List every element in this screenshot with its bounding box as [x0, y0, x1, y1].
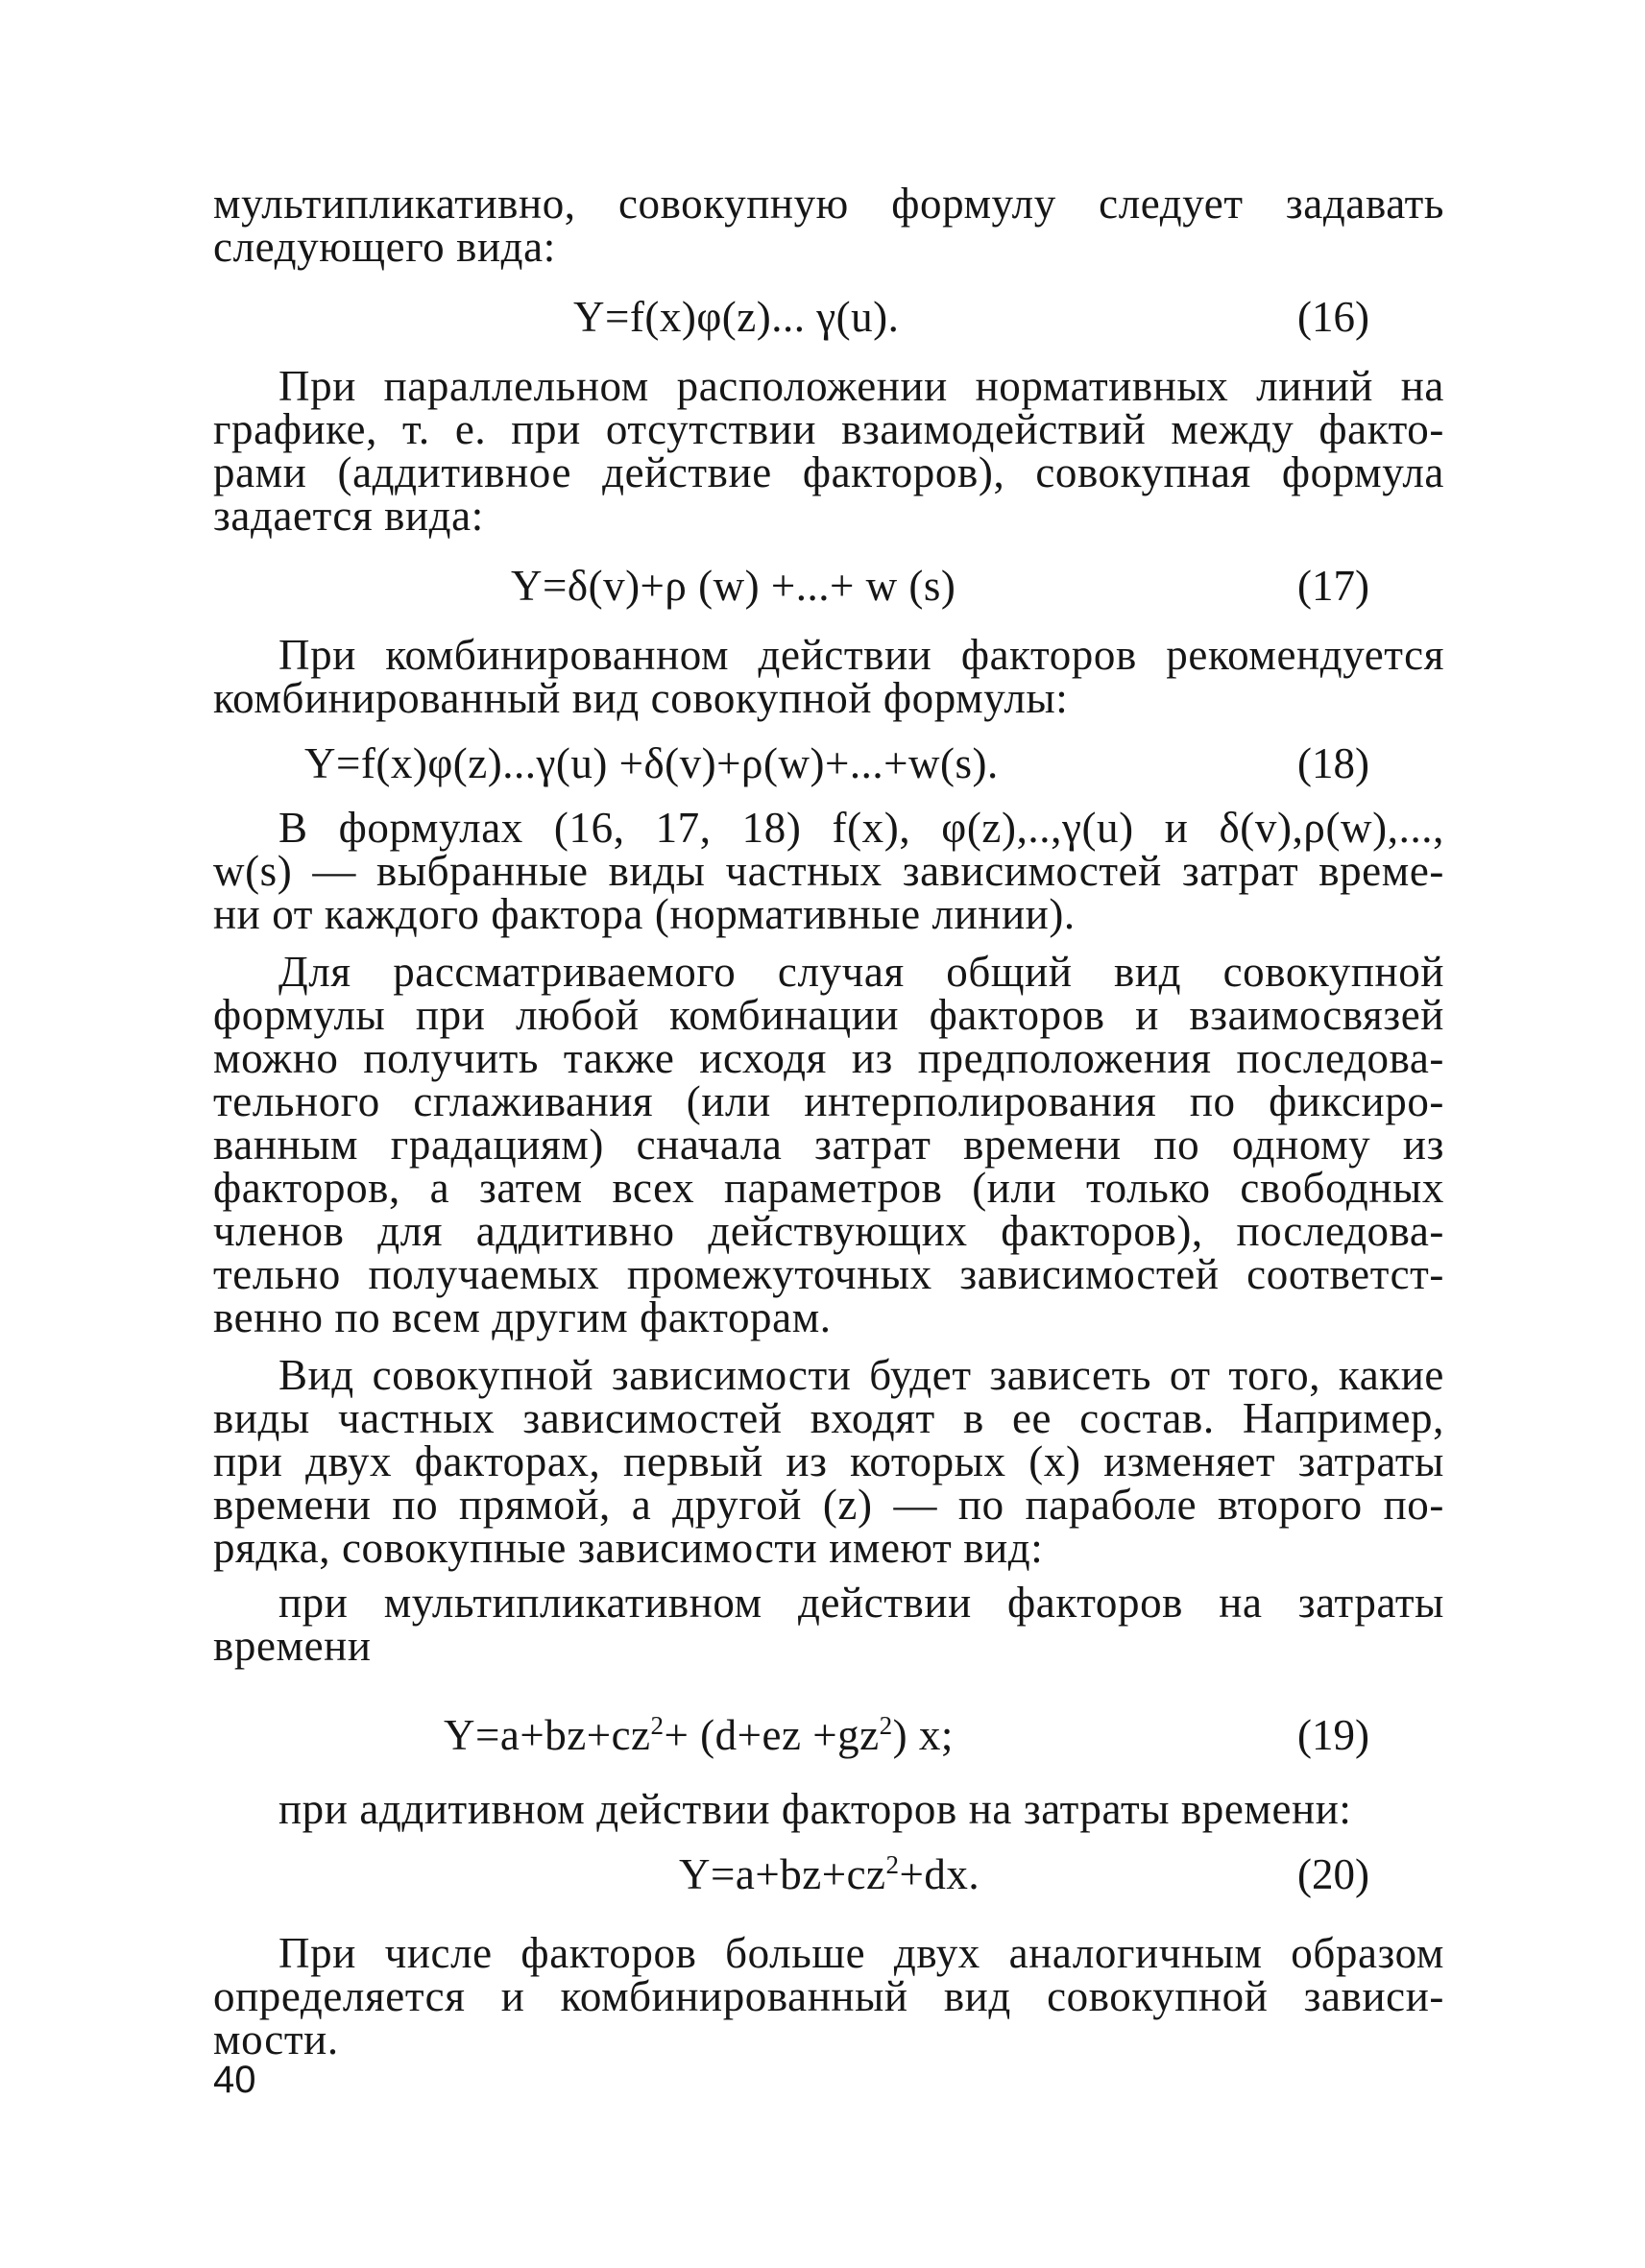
formula-19-exponent: 2 — [879, 1711, 893, 1740]
paragraph-4 — [213, 804, 1444, 938]
page-body — [213, 182, 1444, 2062]
formula-19-part: + (d+ez +gz — [664, 1711, 880, 1759]
paragraph-1 — [213, 182, 1444, 269]
text-line: следующего вида: — [213, 223, 556, 271]
formula-20 — [213, 1846, 1444, 1903]
text-line: мости. — [213, 2015, 339, 2063]
text-line: тельно получаемых промежуточных зависимостей соответст- — [213, 1250, 1444, 1298]
text-line: при мультипликативном действии факторов на затраты — [278, 1579, 1444, 1627]
text-line: можно получить также исходя из предположения последова- — [213, 1034, 1444, 1082]
text-line: членов для аддитивно действующих факторов), последова- — [213, 1207, 1444, 1255]
text-line: формулы при любой комбинации факторов и взаимосвязей — [213, 991, 1444, 1039]
formula-19-exponent: 2 — [650, 1711, 665, 1740]
text-line: Для рассматриваемого случая общий вид совокупной — [278, 948, 1444, 996]
text-line: времени — [213, 1622, 372, 1670]
formula-18 — [213, 735, 1444, 792]
paragraph-5 — [213, 948, 1444, 1341]
text-line: виды частных зависимостей входят в ее состав. Например, — [213, 1394, 1444, 1442]
text-line: венно по всем другим факторам. — [213, 1293, 832, 1341]
text-line: При числе факторов больше двух аналогичным образом — [278, 1929, 1444, 1977]
formula-19 — [213, 1706, 1444, 1764]
formula-17-number: (17) — [1297, 562, 1369, 610]
formula-20-number: (20) — [1297, 1850, 1369, 1898]
formula-16-expression: Y=f(x)φ(z)... γ(u). — [573, 293, 900, 341]
text-line: мультипликативно, совокупную формулу следует задавать — [213, 180, 1444, 228]
paragraph-9 — [213, 1929, 1444, 2063]
formula-20-part: +dx. — [899, 1850, 980, 1898]
text-line: рами (аддитивное действие факторов), совокупная формула — [213, 448, 1444, 496]
text-line: комбинированный вид совокупной формулы: — [213, 674, 1069, 722]
formula-19-expression — [444, 1706, 954, 1764]
paragraph-3 — [213, 631, 1444, 722]
formula-17-expression: Y=δ(v)+ρ (w) +...+ w (s) — [511, 562, 956, 610]
text-line: тельного сглаживания (или интерполирования по фиксиро- — [213, 1077, 1444, 1125]
text-line: при аддитивном действии факторов на затраты времени: — [278, 1785, 1352, 1833]
text-line: При комбинированном действии факторов рекомендуется — [278, 631, 1444, 679]
text-line: При параллельном расположении нормативных линий на — [278, 362, 1444, 410]
paragraph-7 — [213, 1581, 1444, 1668]
text-line: ни от каждого фактора (нормативные линии). — [213, 890, 1076, 938]
formula-19-part: Y=a+bz+cz — [444, 1711, 651, 1759]
formula-19-part: ) x; — [892, 1711, 954, 1759]
text-line: графике, т. е. при отсутствии взаимодействий между факто- — [213, 405, 1444, 453]
formula-19-number: (19) — [1297, 1711, 1369, 1759]
text-line: определяется и комбинированный вид совокупной зависи- — [213, 1972, 1444, 2020]
formula-16-number: (16) — [1297, 293, 1369, 341]
formula-18-expression: Y=f(x)φ(z)...γ(u) +δ(v)+ρ(w)+...+w(s). — [304, 739, 999, 787]
paragraph-6 — [213, 1351, 1444, 1572]
text-line: ванным градациям) сначала затрат времени по одному из — [213, 1121, 1444, 1169]
formula-16 — [213, 288, 1444, 346]
paragraph-8 — [213, 1785, 1444, 1833]
page-number: 40 — [213, 2059, 256, 2101]
text-line: рядка, совокупные зависимости имеют вид: — [213, 1524, 1044, 1572]
formula-17 — [213, 557, 1444, 615]
paragraph-2 — [213, 362, 1444, 540]
text-line: задается вида: — [213, 492, 484, 540]
text-line: при двух факторах, первый из которых (x) изменяет затраты — [213, 1437, 1444, 1485]
text-line: факторов, а затем всех параметров (или только свободных — [213, 1164, 1444, 1212]
text-line: времени по прямой, а другой (z) — по параболе второго по- — [213, 1481, 1444, 1529]
text-line: Вид совокупной зависимости будет зависеть от того, какие — [278, 1351, 1444, 1399]
formula-18-number: (18) — [1297, 739, 1369, 787]
formula-20-expression — [679, 1846, 980, 1903]
formula-20-part: Y=a+bz+cz — [679, 1850, 886, 1898]
formula-20-exponent: 2 — [885, 1850, 900, 1879]
text-line: w(s) — выбранные виды частных зависимостей затрат време- — [213, 847, 1444, 895]
text-line: В формулах (16, 17, 18) f(x), φ(z),..,γ(u) и δ(v),ρ(w),..., — [278, 804, 1444, 852]
